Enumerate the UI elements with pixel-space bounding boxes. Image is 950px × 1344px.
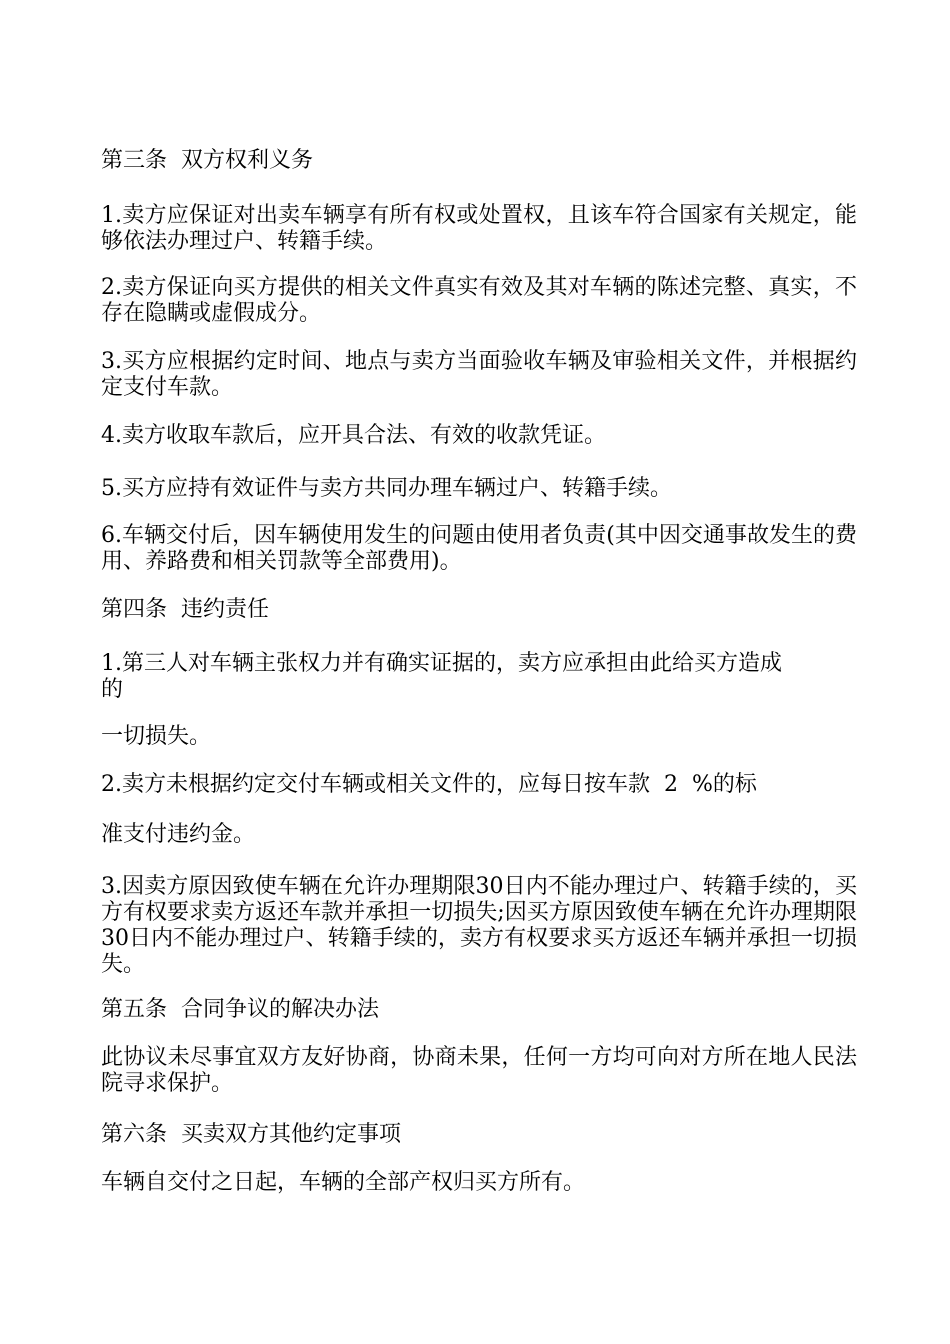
- clause-4-3: 3.因卖方原因致使车辆在允许办理期限30日内不能办理过户、转籍手续的，买方有权要求卖方返还车款并承担一切损失;因买方原因致使车辆在允许办理期限30日内不能办理过户、转籍手续的，卖方有权要求买方返还车辆并承担一切损失。: [101, 874, 857, 977]
- document-page: [101, 0, 857, 1344]
- clause-3-4: 4.卖方收取车款后，应开具合法、有效的收款凭证。: [101, 423, 606, 448]
- clause-3-1: 1.卖方应保证对出卖车辆享有所有权或处置权，且该车符合国家有关规定，能够依法办理过户、转籍手续。: [101, 203, 857, 254]
- dispute-resolution-text: 此协议未尽事宜双方友好协商，协商未果，任何一方均可向对方所在地人民法院寻求保护。: [101, 1045, 857, 1096]
- clause-3-3: 3.买方应根据约定时间、地点与卖方当面验收车辆及审验相关文件，并根据约定支付车款。: [101, 349, 857, 400]
- clause-4-2: 2.卖方未根据约定交付车辆或相关文件的，应每日按车款 2 %的标: [101, 772, 757, 797]
- other-agreements-text: 车辆自交付之日起，车辆的全部产权归买方所有。: [101, 1170, 586, 1195]
- clause-3-6: 6.车辆交付后，因车辆使用发生的问题由使用者负责(其中因交通事故发生的费用、养路费和相关罚款等全部费用)。: [101, 523, 857, 574]
- section-heading-rights-obligations: 第三条 双方权利义务: [101, 148, 313, 173]
- clause-4-2-continued: 准支付违约金。: [101, 822, 256, 847]
- section-heading-dispute-resolution: 第五条 合同争议的解决办法: [101, 997, 379, 1022]
- clause-3-2: 2.卖方保证向买方提供的相关文件真实有效及其对车辆的陈述完整、真实，不存在隐瞒或虚假成分。: [101, 275, 857, 326]
- section-heading-liability: 第四条 违约责任: [101, 597, 269, 622]
- clause-3-5: 5.买方应持有效证件与卖方共同办理车辆过户、转籍手续。: [101, 476, 672, 501]
- clause-4-1: 1.第三人对车辆主张权力并有确实证据的，卖方应承担由此给买方造成 的: [101, 651, 782, 702]
- clause-4-1-continued: 一切损失。: [101, 724, 212, 749]
- section-heading-other-agreements: 第六条 买卖双方其他约定事项: [101, 1122, 401, 1147]
